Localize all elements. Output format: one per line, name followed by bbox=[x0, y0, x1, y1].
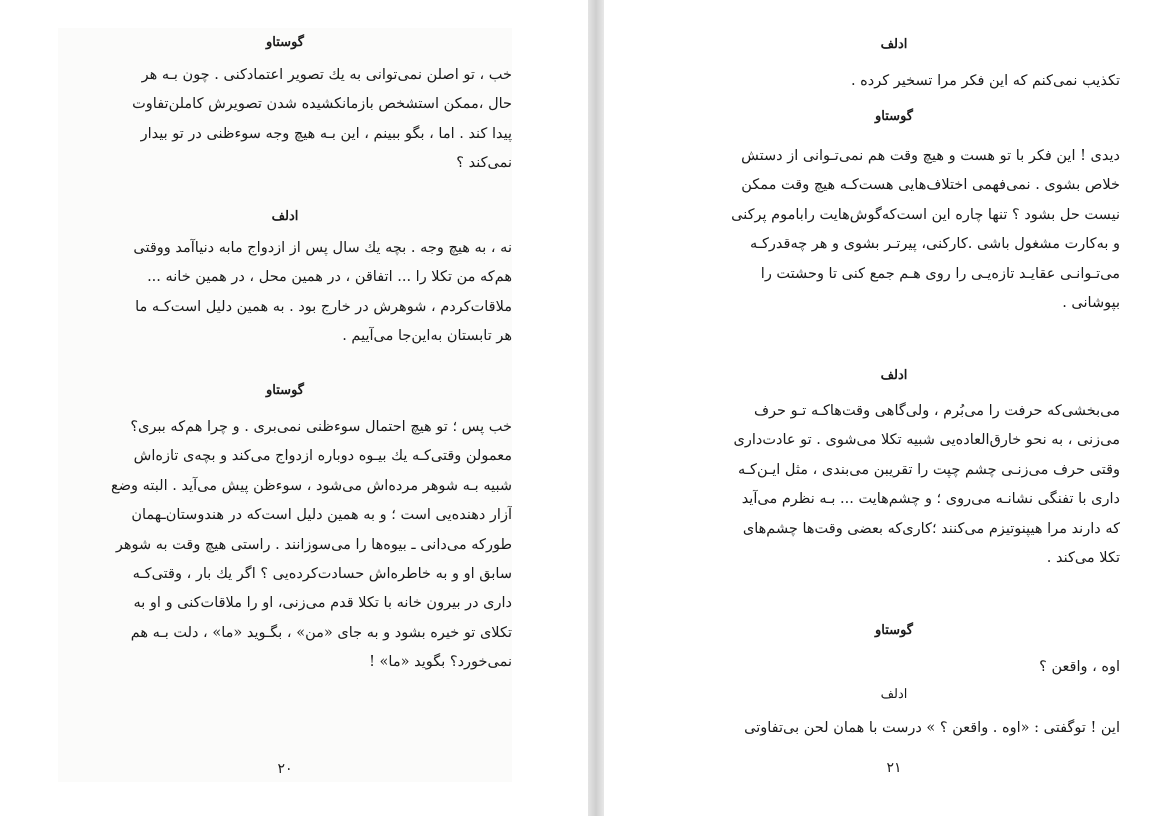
paragraph bbox=[58, 61, 512, 179]
text-line: و به‌کارت مشغول باشی .کارکنی، پیرتـر بشوی و هر چه‌قدرکـه bbox=[749, 236, 1120, 253]
speaker-heading: ادلف bbox=[880, 687, 908, 702]
text-line: نه ، به هیچ وجه . بچه یك سال پس از ازدواج ما‌به دنیاآمد ووقتی bbox=[133, 240, 512, 256]
paragraph bbox=[668, 653, 1120, 682]
text-line: معمولن وقتی‌کـه یك بیـوه دوباره ازدواج می‌کند و بچه‌ی تازه‌اش bbox=[133, 448, 512, 465]
text-line: خب پس ؛ تو هیچ احتمال سوءظنی نمی‌بری . و چرا هم‌که ببری؟ bbox=[130, 419, 512, 435]
text-line: بپوشانی . bbox=[1062, 295, 1120, 312]
text-line: خلاص بشوی . نمی‌فهمی اختلاف‌هایی هست‌کـه هیچ وقت ممکن bbox=[741, 177, 1120, 194]
text-line: حال ،ممکن استشخص بازمانکشیده شدن تصویرش کاملن‌تفاوت bbox=[132, 96, 512, 113]
text-line: وقتی حرف می‌زنـی چشم چپت را تقریبن می‌بندی ، مثل ایـن‌کـه bbox=[738, 461, 1120, 478]
text-line: تکذیب نمی‌کنم که این فکر مرا تسخیر کرده . bbox=[850, 73, 1120, 89]
paragraph bbox=[668, 714, 1120, 743]
text-line: خب ، تو اصلن نمی‌توانی به یك تصویر اعتمادکنی . چون بـه هر bbox=[141, 67, 512, 83]
text-line: این ! توگفتی : «اوه . واقعن ؟ » درست با همان لحن بی‌تفاوتی bbox=[744, 720, 1120, 736]
text-line: شبیه بـه شوهر مرده‌اش می‌شود ، سوءظن پیش می‌آید . البته وضع bbox=[111, 477, 512, 494]
scanned-page-21 bbox=[668, 28, 1120, 788]
text-line: می‌زنی ، به نحو خارق‌العاده‌یی شبیه تکلا می‌شوی . تو عادت‌داری bbox=[733, 432, 1120, 449]
speaker-heading: ادلف bbox=[880, 37, 908, 52]
paragraph bbox=[668, 397, 1120, 573]
paragraph bbox=[668, 142, 1120, 318]
text-line: می‌تـوانـی عقایـد تازه‌یـی را روی هـم جمع کنی تا وحشتت را bbox=[760, 265, 1120, 282]
text-line: هر تابستان به‌این‌جا می‌آییم . bbox=[342, 328, 512, 345]
speaker-heading: گوستاو bbox=[266, 383, 304, 398]
text-line: هم‌که من تکلا را ... اتفاقن ، در همین محل ، در همین خانه ... bbox=[147, 269, 512, 286]
text-line: داری با تفنگی نشانـه می‌روی ؛ و چشم‌هایت ... بـه نظرم می‌آید bbox=[741, 491, 1120, 508]
text-line: نیست حل بشود ؟ تنها چاره این است‌که‌گوش‌هایت راباموم پرکنی bbox=[731, 206, 1120, 223]
paragraph bbox=[58, 234, 512, 352]
paragraph bbox=[668, 67, 1120, 96]
page-number: ۲۰ bbox=[277, 761, 293, 777]
text-line: داری در بیرون خانه با تکلا قدم می‌زنی، او را ملاقات‌کنی و او به bbox=[133, 595, 512, 612]
text-line: تکلا می‌کند . bbox=[1046, 550, 1120, 567]
text-line: ملاقات‌کردم ، شوهرش در خارج بود . به همین دلیل است‌کـه ما bbox=[135, 298, 512, 315]
text-line: دیدی ! این فکر با تو هست و هیچ وقت هم نمی‌تـوانی از دستش bbox=[741, 148, 1120, 164]
speaker-heading: ادلف bbox=[880, 368, 908, 383]
page-gutter bbox=[588, 0, 604, 816]
text-line: اوه ، واقعن ؟ bbox=[1039, 659, 1120, 675]
text-line: آزار دهنده‌یی است ؛ و به همین دلیل است‌که در هندوستان‌ـهمان bbox=[131, 507, 512, 524]
paragraph bbox=[58, 413, 512, 678]
text-line: تکلای تو خیره بشود و به جای «من» ، بگـوید «ما» ، دلت بـه هم bbox=[130, 624, 512, 641]
speaker-heading: گوستاو bbox=[266, 35, 304, 50]
text-line: سابق او و به خاطره‌اش حسادت‌کرده‌یی ؟ اگر یك بار ، وقتی‌کـه bbox=[132, 566, 512, 583]
text-line: نمی‌کند ؟ bbox=[456, 155, 512, 172]
text-line: نمی‌خورد؟ بگوید «ما» ! bbox=[369, 654, 512, 671]
scanned-page-20 bbox=[58, 28, 512, 782]
text-line: پیدا کند . اما ، بگو ببینم ، این بـه هیچ وجه سوءظنی در تو بیدار bbox=[140, 125, 512, 142]
speaker-heading: گوستاو bbox=[875, 623, 913, 638]
text-line: طورکه می‌دانی ـ بیوه‌ها را می‌سوزانند . راستی هیچ وقت به شوهر bbox=[115, 536, 512, 553]
text-line: که دارند مرا هیپنوتیزم می‌کنند ؛کاری‌که بعضی وقت‌ها چشم‌های bbox=[742, 520, 1120, 537]
speaker-heading: گوستاو bbox=[875, 109, 913, 124]
page-number: ۲۱ bbox=[886, 760, 902, 776]
text-line: می‌بخشی‌که حرفت را می‌بُرم ، ولی‌گاهی وقت‌هاکـه تـو حرف bbox=[753, 403, 1120, 419]
speaker-heading: ادلف bbox=[271, 209, 299, 224]
